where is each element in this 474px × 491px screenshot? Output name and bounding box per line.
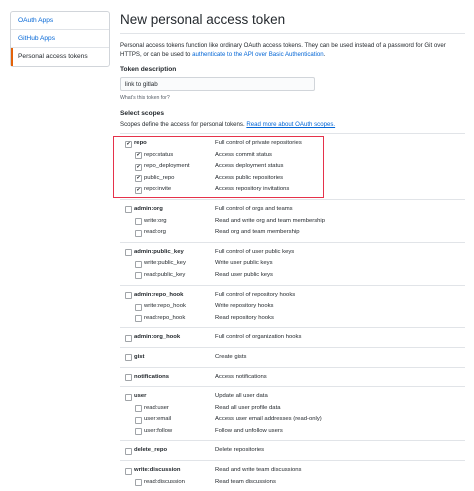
sub-scope-name: write:public_key bbox=[144, 260, 186, 267]
scope-description: Full control of private repositories bbox=[215, 140, 302, 146]
scope-group bbox=[120, 386, 465, 440]
scope-checkbox[interactable] bbox=[125, 206, 132, 213]
scope-name: user bbox=[134, 393, 147, 400]
sub-scope-checkbox[interactable]: ✔ bbox=[136, 175, 141, 182]
sub-scope-name: public_repo bbox=[144, 174, 175, 181]
sub-scope-row bbox=[120, 270, 465, 282]
description-end: . bbox=[323, 51, 326, 58]
scope-checkbox[interactable] bbox=[125, 335, 132, 342]
sub-scope-description: Access commit status bbox=[215, 151, 272, 158]
scope-checkbox[interactable] bbox=[125, 354, 132, 361]
sub-scope-checkbox[interactable]: ✔ bbox=[136, 152, 141, 159]
sub-scope-description: Read user public keys bbox=[215, 271, 273, 278]
sub-scope-checkbox[interactable] bbox=[135, 261, 142, 268]
token-description-label: Token description bbox=[120, 66, 177, 73]
scope-description: Full control of organization hooks bbox=[215, 334, 302, 341]
sub-scope-description: Read repository hooks bbox=[215, 314, 274, 321]
title-divider bbox=[120, 33, 465, 34]
scope-description: Read and write team discussions bbox=[215, 467, 302, 474]
oauth-scopes-link[interactable]: Read more about OAuth scopes. bbox=[246, 121, 336, 128]
scope-list bbox=[120, 133, 465, 491]
scope-checkbox[interactable] bbox=[125, 374, 132, 381]
scope-group bbox=[120, 133, 465, 199]
scope-group bbox=[120, 440, 465, 460]
scope-row bbox=[120, 290, 465, 302]
scope-name: write:discussion bbox=[134, 467, 181, 474]
scope-checkbox[interactable] bbox=[125, 468, 132, 475]
scope-row bbox=[120, 138, 465, 150]
scope-group bbox=[120, 242, 465, 285]
sub-scope-row bbox=[120, 414, 465, 426]
scope-row bbox=[120, 372, 465, 384]
sub-scope-name: read:repo_hook bbox=[144, 314, 186, 321]
token-description-input[interactable] bbox=[120, 77, 315, 91]
scope-group bbox=[120, 347, 465, 367]
sub-scope-row bbox=[120, 150, 465, 162]
sub-scope-name: read:discussion bbox=[144, 478, 185, 485]
sub-scope-description: Write repository hooks bbox=[215, 303, 274, 310]
scope-row bbox=[120, 204, 465, 216]
sub-scope-row bbox=[120, 313, 465, 325]
scope-name: gist bbox=[134, 353, 145, 360]
scope-checkbox[interactable]: ✔ bbox=[126, 140, 131, 147]
scopes-description bbox=[120, 121, 335, 128]
description-text: Personal access tokens function like ordinary OAuth access tokens. They can be used instead of a password for Git over HTTPS, or can be used to bbox=[120, 42, 446, 58]
scope-row bbox=[120, 352, 465, 364]
sub-scope-name: repo:status bbox=[144, 151, 174, 158]
sidebar-item-personal-access-tokens[interactable]: Personal access tokens bbox=[11, 48, 109, 66]
scope-description: Full control of user public keys bbox=[215, 248, 295, 255]
scope-description: Access notifications bbox=[215, 373, 267, 380]
scope-description: Delete repositories bbox=[215, 447, 265, 454]
sub-scope-description: Follow and unfollow users bbox=[215, 427, 283, 434]
sub-scope-name: read:user bbox=[144, 404, 169, 411]
scope-name: delete_repo bbox=[134, 447, 168, 454]
sub-scope-description: Access repository invitations bbox=[215, 186, 290, 193]
scope-row bbox=[120, 445, 465, 457]
sub-scope-description: Read team discussions bbox=[215, 478, 276, 485]
sub-scope-checkbox[interactable] bbox=[135, 218, 142, 225]
scope-name: admin:org_hook bbox=[134, 334, 181, 341]
sub-scope-checkbox[interactable] bbox=[135, 315, 142, 322]
scope-checkbox[interactable] bbox=[125, 448, 132, 455]
sub-scope-description: Access public repositories bbox=[215, 174, 284, 181]
sub-scope-name: user:follow bbox=[144, 427, 173, 434]
sub-scope-description: Write user public keys bbox=[215, 260, 273, 267]
sub-scope-row bbox=[120, 426, 465, 438]
scope-group bbox=[120, 327, 465, 347]
scope-group bbox=[120, 367, 465, 387]
scope-description: Full control of orgs and teams bbox=[215, 205, 293, 212]
sub-scope-row bbox=[120, 403, 465, 415]
sub-scope-name: read:org bbox=[144, 229, 166, 236]
scope-description: Update all user data bbox=[215, 393, 268, 400]
sub-scope-row bbox=[120, 216, 465, 228]
scope-checkbox[interactable] bbox=[125, 249, 132, 256]
sub-scope-row bbox=[120, 173, 465, 185]
scope-description: Create gists bbox=[215, 353, 247, 360]
sub-scope-row bbox=[120, 477, 465, 489]
scopes-description-text: Scopes define the access for personal tokens. bbox=[120, 121, 247, 128]
sub-scope-row bbox=[120, 161, 465, 173]
sidebar-item-github-apps[interactable]: GitHub Apps bbox=[11, 30, 109, 48]
sub-scope-checkbox[interactable] bbox=[135, 417, 142, 424]
settings-sidebar bbox=[10, 11, 110, 67]
sub-scope-name: repo_deployment bbox=[144, 163, 190, 170]
select-scopes-label: Select scopes bbox=[120, 110, 164, 117]
sub-scope-row bbox=[120, 301, 465, 313]
sub-scope-checkbox[interactable]: ✔ bbox=[136, 186, 141, 193]
sub-scope-name: repo:invite bbox=[144, 186, 172, 193]
sub-scope-checkbox[interactable] bbox=[135, 304, 142, 311]
scope-name: admin:public_key bbox=[134, 248, 184, 255]
sub-scope-checkbox[interactable]: ✔ bbox=[136, 163, 141, 170]
scope-name: admin:repo_hook bbox=[134, 291, 184, 298]
scope-row bbox=[120, 391, 465, 403]
sub-scope-description: Read and write org and team membership bbox=[215, 217, 326, 224]
scope-name: admin:org bbox=[134, 205, 163, 212]
scope-description: Full control of repository hooks bbox=[215, 291, 296, 298]
sidebar-item-oauth-apps[interactable]: OAuth Apps bbox=[11, 12, 109, 30]
sub-scope-checkbox[interactable] bbox=[135, 428, 142, 435]
sub-scope-row bbox=[120, 258, 465, 270]
scope-group bbox=[120, 285, 465, 328]
token-description-hint: What's this token for? bbox=[120, 95, 170, 101]
sub-scope-checkbox[interactable] bbox=[135, 230, 142, 237]
sub-scope-name: write:repo_hook bbox=[144, 303, 186, 310]
sub-scope-description: Read all user profile data bbox=[215, 404, 281, 411]
sub-scope-row bbox=[120, 227, 465, 239]
sub-scope-name: write:org bbox=[144, 217, 167, 224]
sub-scope-name: user:email bbox=[144, 416, 172, 423]
scope-row bbox=[120, 465, 465, 477]
sub-scope-checkbox[interactable] bbox=[135, 479, 142, 486]
scope-row bbox=[120, 247, 465, 259]
basic-auth-link[interactable]: authenticate to the API over Basic Authentication bbox=[192, 51, 324, 58]
sub-scope-checkbox[interactable] bbox=[135, 272, 142, 279]
scope-row bbox=[120, 332, 465, 344]
scope-name: repo bbox=[134, 140, 147, 146]
scope-checkbox[interactable] bbox=[125, 292, 132, 299]
page-title: New personal access token bbox=[120, 12, 286, 27]
scope-checkbox[interactable] bbox=[125, 394, 132, 401]
sub-scope-row bbox=[120, 184, 465, 196]
sub-scope-description: Read org and team membership bbox=[215, 229, 300, 236]
sub-scope-description: Access user email addresses (read-only) bbox=[215, 416, 322, 423]
scope-group bbox=[120, 199, 465, 242]
sub-scope-checkbox[interactable] bbox=[135, 405, 142, 412]
page-description bbox=[120, 41, 460, 59]
sub-scope-name: read:public_key bbox=[144, 271, 186, 278]
scope-name: notifications bbox=[134, 373, 170, 380]
sub-scope-description: Access deployment status bbox=[215, 163, 284, 170]
scope-group bbox=[120, 460, 465, 491]
